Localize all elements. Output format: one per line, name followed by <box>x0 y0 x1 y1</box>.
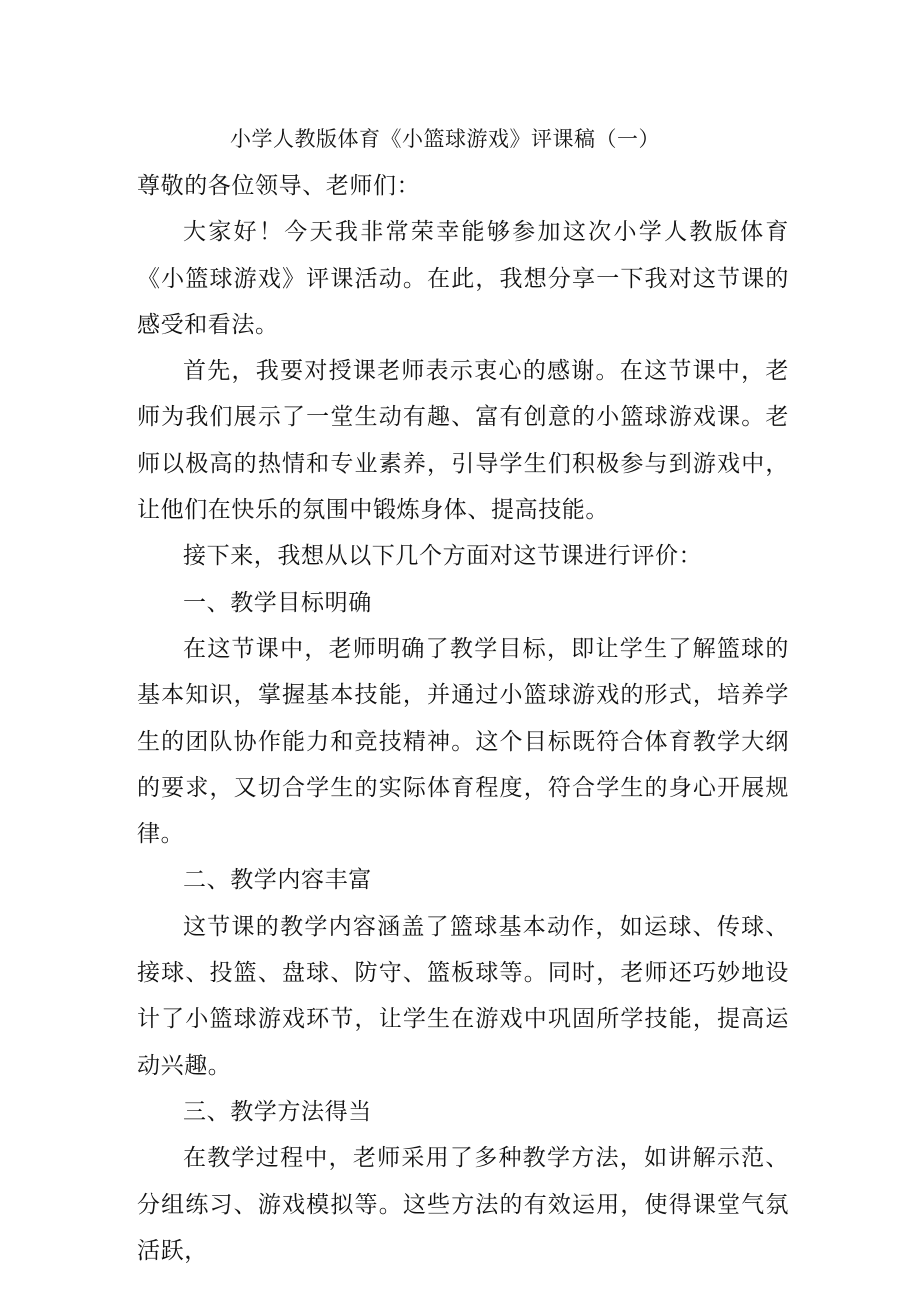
greeting: 尊敬的各位领导、老师们： <box>137 173 421 199</box>
section-heading-methods: 三、教学方法得当 <box>183 1098 372 1125</box>
paragraph-transition: 接下来，我想从以下几个方面对这节课进行评价： <box>183 543 703 570</box>
document-title: 小学人教版体育《小篮球游戏》评课稿（一） <box>230 127 660 151</box>
paragraph-intro: 大家好！今天我非常荣幸能够参加这次小学人教版体育《小篮球游戏》评课活动。在此，我想分享一下我对这节课的感受和看法。 <box>137 219 789 338</box>
paragraph-thanks: 首先，我要对授课老师表示衷心的感谢。在这节课中，老师为我们展示了一堂生动有趣、富有创意的小篮球游戏课。老师以极高的热情和专业素养，引导学生们积极参与到游戏中，让他们在快乐的氛围中锻炼身体、提高技能。 <box>137 358 789 524</box>
document-body <box>137 163 789 1274</box>
section-heading-content: 二、教学内容丰富 <box>183 867 372 894</box>
section-heading-objectives: 一、教学目标明确 <box>183 589 372 616</box>
paragraph-methods: 在教学过程中，老师采用了多种教学方法，如讲解示范、分组练习、游戏模拟等。这些方法的有效运用，使得课堂气氛活跃， <box>137 1145 789 1264</box>
paragraph-objectives: 在这节课中，老师明确了教学目标，即让学生了解篮球的基本知识，掌握基本技能，并通过小篮球游戏的形式，培养学生的团队协作能力和竞技精神。这个目标既符合体育教学大纲的要求，又切合学生的实际体育程度，符合学生的身心开展规律。 <box>137 635 789 848</box>
paragraph-content: 这节课的教学内容涵盖了篮球基本动作，如运球、传球、接球、投篮、盘球、防守、篮板球等。同时，老师还巧妙地设计了小篮球游戏环节，让学生在游戏中巩固所学技能，提高运动兴趣。 <box>137 913 789 1079</box>
